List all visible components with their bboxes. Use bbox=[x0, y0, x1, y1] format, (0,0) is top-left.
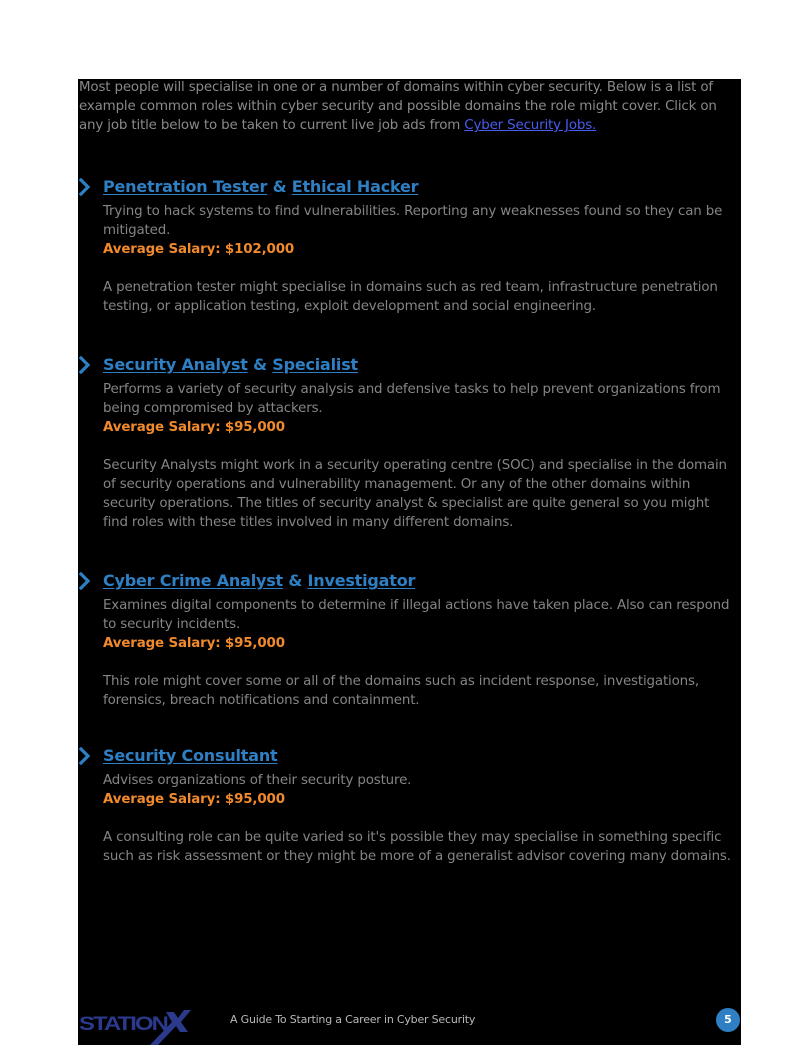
role-security-consultant bbox=[78, 745, 738, 866]
chevron-right-icon bbox=[78, 356, 92, 374]
investigator-link[interactable]: Investigator bbox=[307, 571, 416, 590]
svg-text:STATION: STATION bbox=[79, 1014, 168, 1035]
chevron-right-icon bbox=[78, 572, 92, 590]
page-number-badge: 5 bbox=[716, 1008, 740, 1032]
intro-text: Most people will specialise in one or a number of domains within cyber security. Below is a list of example common roles within cyber security and possible domains the role might cover. Click on any job title below to be taken to current live job ads from bbox=[79, 80, 717, 133]
role-body bbox=[103, 380, 733, 532]
stationx-logo bbox=[78, 1006, 193, 1045]
role-title bbox=[103, 570, 415, 592]
role-security-analyst bbox=[78, 354, 738, 532]
role-title bbox=[103, 176, 418, 198]
role-heading bbox=[78, 745, 738, 767]
average-salary: Average Salary: $102,000 bbox=[103, 242, 295, 257]
role-title bbox=[103, 745, 277, 767]
footer-document-title: A Guide To Starting a Career in Cyber Security bbox=[230, 1013, 476, 1026]
cyber-security-jobs-link[interactable]: Cyber Security Jobs. bbox=[464, 118, 597, 133]
role-description: Performs a variety of security analysis and defensive tasks to help prevent organizations from being compromised by attackers. bbox=[103, 382, 721, 416]
role-body bbox=[103, 771, 733, 866]
chevron-right-icon bbox=[78, 178, 92, 196]
chevron-right-icon bbox=[78, 747, 92, 765]
specialist-link[interactable]: Specialist bbox=[272, 355, 358, 374]
role-heading bbox=[78, 570, 738, 592]
role-description: Advises organizations of their security posture. bbox=[103, 773, 412, 788]
ampersand: & bbox=[253, 355, 267, 374]
role-description: Examines digital components to determine if illegal actions have taken place. Also can respond to security incidents. bbox=[103, 598, 730, 632]
average-salary: Average Salary: $95,000 bbox=[103, 792, 285, 807]
role-title bbox=[103, 354, 358, 376]
role-penetration-tester bbox=[78, 176, 738, 316]
role-heading bbox=[78, 176, 738, 198]
average-salary: Average Salary: $95,000 bbox=[103, 636, 285, 651]
cyber-crime-analyst-link[interactable]: Cyber Crime Analyst bbox=[103, 571, 284, 590]
role-cyber-crime-analyst bbox=[78, 570, 738, 710]
intro-paragraph bbox=[79, 78, 741, 135]
role-domains: This role might cover some or all of the domains such as incident response, investigations, forensics, breach notifications and containment. bbox=[103, 674, 699, 708]
ampersand: & bbox=[288, 571, 303, 590]
ampersand: & bbox=[272, 177, 287, 196]
average-salary: Average Salary: $95,000 bbox=[103, 420, 285, 435]
role-body bbox=[103, 202, 733, 316]
penetration-tester-link[interactable]: Penetration Tester bbox=[103, 177, 268, 196]
role-description: Trying to hack systems to find vulnerabilities. Reporting any weaknesses found so they can be mitigated. bbox=[103, 204, 723, 238]
security-consultant-link[interactable]: Security Consultant bbox=[103, 746, 278, 765]
role-domains: A consulting role can be quite varied so it's possible they may specialise in something specific such as risk assessment or they might be more of a generalist advisor covering many domains. bbox=[103, 830, 731, 864]
role-domains: Security Analysts might work in a security operating centre (SOC) and specialise in the domain of security operations and vulnerability management. Or any of the other domains within security operations. The titles of security analyst & specialist are quite general so you might find roles with these titles involved in many different domains. bbox=[103, 458, 727, 530]
role-body bbox=[103, 596, 733, 710]
security-analyst-link[interactable]: Security Analyst bbox=[103, 355, 248, 374]
role-heading bbox=[78, 354, 738, 376]
ethical-hacker-link[interactable]: Ethical Hacker bbox=[291, 177, 419, 196]
role-domains: A penetration tester might specialise in domains such as red team, infrastructure penetration testing, or application testing, exploit development and social engineering. bbox=[103, 280, 718, 314]
